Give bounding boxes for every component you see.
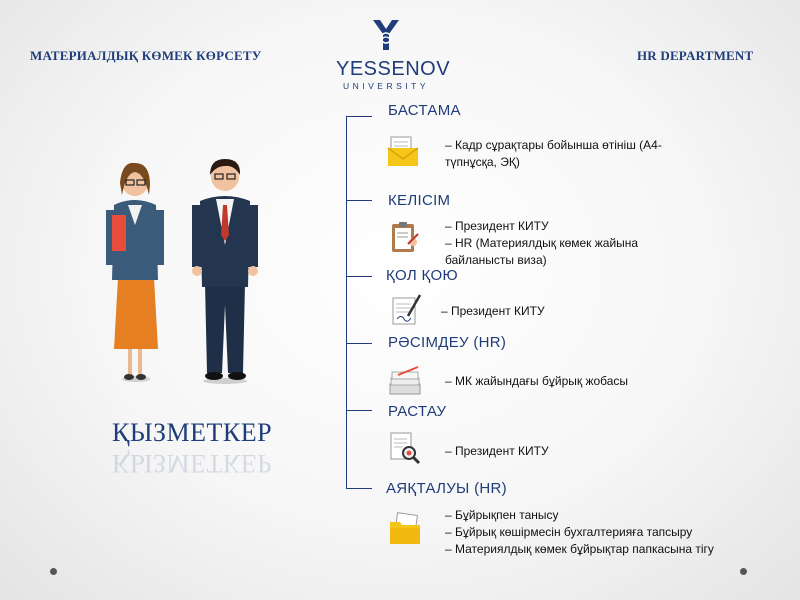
description-line: – Бұйрық көшірмесін бухгалтерияға тапсыру bbox=[445, 525, 693, 539]
description-line: байланысты виза) bbox=[445, 253, 547, 267]
step-title: АЯҚТАЛУЫ (HR) bbox=[386, 480, 507, 497]
tree-branch bbox=[346, 410, 372, 411]
description-line: – HR (Материялдық көмек жайына bbox=[445, 236, 639, 250]
magnifier-document-icon bbox=[388, 431, 422, 465]
description-line: – МК жайындағы бұйрық жобасы bbox=[445, 374, 629, 388]
description-line: – Кадр сұрақтары бойынша өтініш (А4- bbox=[445, 138, 662, 152]
role-title-reflection: ҚЫЗМЕТКЕР bbox=[112, 449, 273, 478]
logo-name: YESSENOV bbox=[336, 58, 451, 80]
tree-branch bbox=[346, 116, 372, 117]
logo-emblem-icon bbox=[370, 18, 402, 52]
tree-branch bbox=[346, 200, 372, 201]
description-line: – Президент КИТУ bbox=[445, 219, 549, 233]
logo-subtitle: UNIVERSITY bbox=[342, 81, 429, 91]
description-line: – Президент КИТУ bbox=[441, 304, 545, 318]
step-description bbox=[445, 137, 662, 171]
employees-illustration bbox=[98, 155, 288, 395]
description-line: – Бұйрықпен танысу bbox=[445, 508, 559, 522]
step-title: БАСТАМА bbox=[388, 102, 461, 119]
description-line: – Материялдық көмек бұйрықтар папкасына тігу bbox=[445, 542, 714, 556]
step-title: РАСТАУ bbox=[388, 403, 447, 420]
signing-icon bbox=[390, 292, 424, 326]
step-description bbox=[445, 507, 714, 558]
step-title: ҚОЛ ҚОЮ bbox=[386, 267, 458, 284]
document-stack-icon bbox=[388, 364, 422, 398]
step-description bbox=[445, 373, 628, 390]
step-title: РӘСІМДЕУ (HR) bbox=[388, 334, 507, 351]
tree-branch bbox=[346, 276, 372, 277]
clipboard-icon bbox=[388, 220, 422, 254]
tree-branch bbox=[346, 343, 372, 344]
step-description bbox=[445, 218, 638, 269]
process-tree-line bbox=[346, 116, 347, 489]
slide-corner-dot bbox=[50, 568, 57, 575]
step-title: КЕЛІСІМ bbox=[388, 192, 451, 209]
university-logo bbox=[336, 18, 451, 91]
description-line: – Президент КИТУ bbox=[445, 444, 549, 458]
envelope-icon bbox=[386, 134, 420, 168]
tree-branch bbox=[346, 488, 372, 489]
header-title: МАТЕРИАЛДЫҚ КӨМЕК КӨРСЕТУ bbox=[30, 48, 262, 63]
slide-corner-dot bbox=[740, 568, 747, 575]
folder-icon bbox=[388, 512, 422, 546]
step-description bbox=[445, 443, 549, 460]
header-department: HR DEPARTMENT bbox=[637, 48, 754, 63]
step-description bbox=[441, 303, 545, 320]
role-title: ҚЫЗМЕТКЕР bbox=[112, 418, 273, 447]
description-line: түпнұсқа, ЭҚ) bbox=[445, 155, 520, 169]
